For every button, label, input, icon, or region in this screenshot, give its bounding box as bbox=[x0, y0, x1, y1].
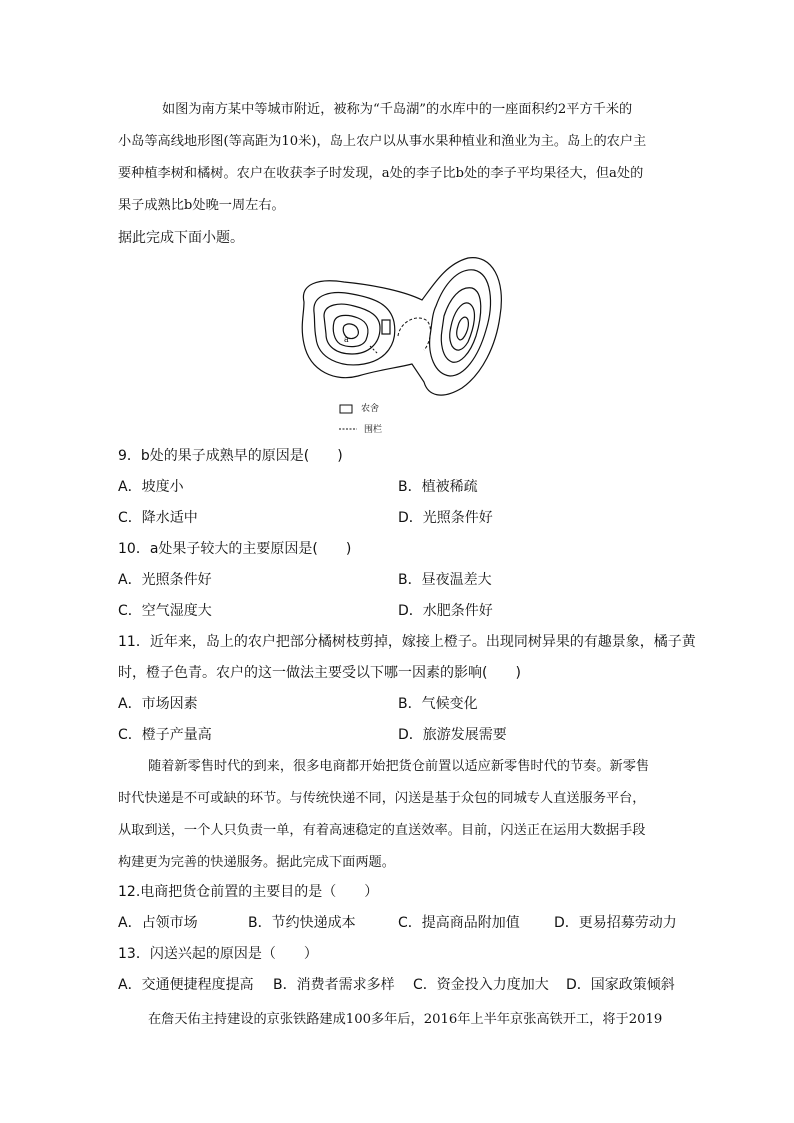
q13-stem: 13．闪送兴起的原因是（ ） bbox=[118, 946, 318, 962]
q9-option-c[interactable]: C．降水适中 bbox=[118, 510, 198, 526]
island-contour-map bbox=[296, 254, 506, 440]
fence-legend-icon bbox=[339, 426, 357, 432]
contour-right-4 bbox=[457, 317, 469, 340]
passage1-line-3: 要种植李树和橘树。农户在收获李子时发现，a处的李子比b处的李子平均果径大，但a处的 bbox=[118, 166, 644, 181]
passage1-line-1: 如图为南方某中等城市附近，被称为“千岛湖”的水库中的一座面积约2平方千米的 bbox=[162, 102, 633, 117]
q10-option-c[interactable]: C．空气湿度大 bbox=[118, 603, 212, 619]
q13-option-d[interactable]: D．国家政策倾斜 bbox=[566, 977, 675, 993]
passage1-line-4: 果子成熟比b处晚一周左右。 bbox=[118, 198, 285, 213]
legend-farmhouse-label: 农舍 bbox=[361, 404, 380, 414]
q9-option-b[interactable]: B．植被稀疏 bbox=[398, 479, 478, 495]
q13-option-b[interactable]: B．消费者需求多样 bbox=[273, 977, 395, 993]
q12-stem: 12.电商把货仓前置的主要目的是（ ） bbox=[118, 884, 379, 900]
q11-option-d[interactable]: D．旅游发展需要 bbox=[398, 727, 507, 743]
q12-option-c[interactable]: C．提高商品附加值 bbox=[398, 915, 520, 931]
q12-option-d[interactable]: D．更易招募劳动力 bbox=[554, 915, 677, 931]
contour-right-3 bbox=[450, 303, 475, 350]
q9-option-a[interactable]: A．坡度小 bbox=[118, 479, 184, 495]
point-a-label: a bbox=[344, 335, 349, 344]
farmhouse-legend-icon bbox=[339, 404, 353, 414]
q10-option-a[interactable]: A．光照条件好 bbox=[118, 572, 212, 588]
passage2-line-1: 随着新零售时代的到来，很多电商都开始把货仓前置以适应新零售时代的节奏。新零售 bbox=[148, 759, 650, 774]
q12-option-b[interactable]: B．节约快递成本 bbox=[248, 915, 356, 931]
q9-stem: 9．b处的果子成熟早的原因是( ) bbox=[118, 448, 343, 464]
farmhouse-marker bbox=[382, 320, 390, 334]
passage3-line-1: 在詹天佑主持建设的京张铁路建成100多年后，2016年上半年京张高铁开工，将于2019 bbox=[148, 1012, 663, 1027]
q13-option-a[interactable]: A．交通便捷程度提高 bbox=[118, 977, 254, 993]
q10-option-b[interactable]: B．昼夜温差大 bbox=[398, 572, 492, 588]
q12-option-a[interactable]: A．占领市场 bbox=[118, 915, 198, 931]
fence-line bbox=[398, 318, 430, 350]
contour-right-2 bbox=[441, 288, 480, 362]
passage2-line-4: 构建更为完善的快递服务。据此完成下面两题。 bbox=[118, 855, 395, 870]
passage1-instruction: 据此完成下面小题。 bbox=[118, 230, 244, 246]
contour-left-3 bbox=[333, 315, 368, 346]
q10-option-d[interactable]: D．水肥条件好 bbox=[398, 603, 493, 619]
q9-option-d[interactable]: D．光照条件好 bbox=[398, 510, 493, 526]
q13-option-c[interactable]: C．资金投入力度加大 bbox=[413, 977, 549, 993]
q10-stem: 10．a处果子较大的主要原因是( ) bbox=[118, 541, 352, 557]
passage1-line-2: 小岛等高线地形图(等高距为10米)，岛上农户以从事水果种植业和渔业为主。岛上的农户主 bbox=[118, 134, 647, 149]
q11-stem-line-1: 11．近年来，岛上的农户把部分橘树枝剪掉，嫁接上橙子。出现同树异果的有趣景象，橘子黄 bbox=[118, 634, 696, 650]
q11-stem-line-2: 时，橙子色青。农户的这一做法主要受以下哪一因素的影响( ) bbox=[118, 665, 521, 681]
q11-option-b[interactable]: B．气候变化 bbox=[398, 696, 478, 712]
passage2-line-3: 从取到送，一个人只负责一单，有着高速稳定的直送效率。目前，闪送正在运用大数据手段 bbox=[118, 823, 646, 838]
passage2-line-2: 时代快递是不可或缺的环节。与传统快递不同，闪送是基于众包的同城专人直送服务平台， bbox=[118, 791, 646, 806]
q11-option-a[interactable]: A．市场因素 bbox=[118, 696, 198, 712]
q11-option-c[interactable]: C．橙子产量高 bbox=[118, 727, 212, 743]
legend-fence-label: 围栏 bbox=[364, 425, 383, 435]
fence-line-2 bbox=[370, 346, 378, 354]
